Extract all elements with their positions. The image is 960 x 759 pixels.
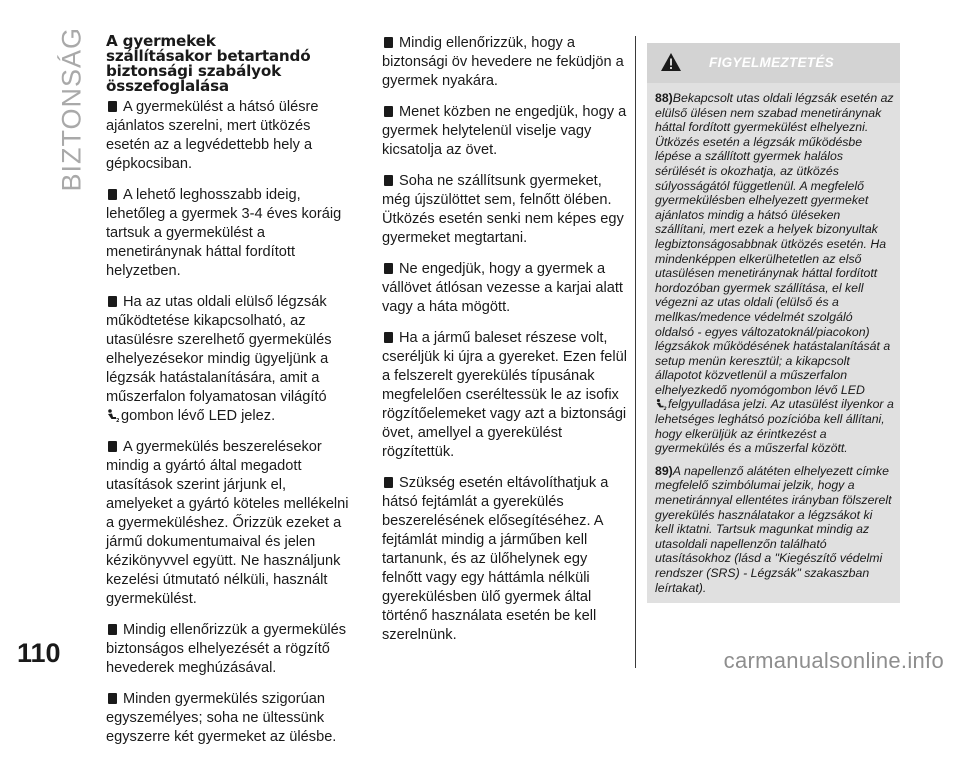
svg-text:2: 2 <box>116 418 120 422</box>
paragraph: Soha ne szállítsunk gyermeket, még újszülöttet sem, felnőtt ölében. Ütközés esetén senki nem képes egy gyermeket megtartani. <box>382 173 624 246</box>
airbag-off-icon <box>106 408 120 422</box>
paragraph: Mindig ellenőrizzük a gyermekülés biztonságos elhelyezését a rögzítő hevederek meghúzásával. <box>106 622 347 676</box>
warning-box <box>647 43 900 603</box>
bullet-icon <box>108 441 117 452</box>
bullet-icon <box>384 332 393 343</box>
paragraph: Ne engedjük, hogy a gyermek a vállövet átlósan vezesse a karjai alatt vagy a háta mögött. <box>382 261 623 315</box>
bullet-icon <box>384 477 393 488</box>
section-label: BIZTONSÁG <box>56 26 87 192</box>
watermark: carmanualsonline.info <box>723 648 944 673</box>
paragraph: A gyermekülést a hátsó ülésre ajánlatos szerelni, mert ütközés esetén az a legvédettebb hely a gépkocsiban. <box>106 99 319 172</box>
warning-note-89: 89)A napellenző alátéten elhelyezett címke megfelelő szimbólumai jelzik, hogy a menetiránnyal ellentétes irányban fölszerelt gyerekülés használatakor a légzsákot ki kell iktatni. Tartsuk magunkat mindig az utasoldali napellenzőn található utasításokhoz (lásd a "Kiegészítő védelmi rendszer (SRS) - Légzsák" szakaszban leírtakat). <box>655 463 892 595</box>
bullet-icon <box>108 296 117 307</box>
warning-title: FIGYELMEZTETÉS <box>709 55 834 70</box>
svg-text:2: 2 <box>663 407 667 411</box>
paragraph: Mindig ellenőrizzük, hogy a biztonsági öv hevedere ne feküdjön a gyermek nyakára. <box>382 35 624 89</box>
warning-note-88: 88)Bekapcsolt utas oldali légzsák esetén az elülső ülésen nem szabad menetiránynak háttal fordított gyermekülést elhelyezni. Ütközés esetén a légzsák működésbe lépése a szállított gyermek halálos sérülését is okozhatja, az ütközés súlyosságától függetlenül. A megfelelő gyermekülésben elhelyezett gyermeket ajánlatos mindig a hátsó üléseken szállítani, mert ezek a helyek bizonyultak legbiztonságosabbnak ütközés esetén. Ha mindenképpen elkerülhetetlen az első utasülésen menetiránynak háttal fordított hordozóban gyermek szállítása, el kell végezni az utas oldali (elülső és a mellkas/medence védelmét szolgáló oldalsó - egyes változatoknál/piacokon) légzsákok működésének hatástalanítását a setup menün keresztül; a kikapcsolt állapotot közvetlenül a műszerfalon elhelyezkedő nyomógombon lévő LED 2 felgyulladása jelzi. Az utasülést ilyenkor a lehetséges leghátsó pozícióba kell állítani, hogy elkerüljük az érintkezést a gyermekülés és a műszerfal között. <box>655 91 894 456</box>
paragraph: A lehető leghosszabb ideig, lehetőleg a gyermek 3-4 éves koráig tartsuk a gyermekülést a menetiránynak háttal fordított helyzetben. <box>106 187 342 279</box>
page-number: 110 <box>17 638 61 668</box>
paragraph: Ha az utas oldali elülső légzsák működtetése kikapcsolható, az utasülésre szerelhető gyermekülés elhelyezésekor mindig ügyeljünk a légzsák hatástalanítására, amit a műszerfalon folyamatosan világító 2 gombon lévő LED jelez. <box>106 294 332 424</box>
bullet-icon <box>108 693 117 704</box>
paragraph: A gyermekülés beszerelésekor mindig a gyártó által megadott utasítások szerint járjunk el, amelyeket a gyártó köteles mellékelni a gyermeküléshez. Őrizzük ezeket a jármű dokumentumaival és jelen kézikönyvvel együtt. Ne használjunk kezelési útmutató nélküli, használt gyermekülést. <box>106 439 349 607</box>
bullet-icon <box>108 624 117 635</box>
paragraph: Szükség esetén eltávolíthatjuk a hátsó fejtámlát a gyerekülés beszerelésének elősegítéséhez. A fejtámlát mindig a járműben kell tartanunk, és az ülőhelynek egy felnőtt vagy egy háttámla nélküli gyerekülésben ülő gyermek által történő használata esetén be kell szerelnünk. <box>382 475 609 643</box>
bullet-icon <box>384 263 393 274</box>
paragraph: Ha a jármű baleset részese volt, cseréljük ki újra a gyereket. Ezen felül a felszerelt gyerekülés típusának megfelelően cseréltessük le az isofix rögzítőelemeket vagy azt a biztonsági övet, amellyel a gyerekülést rögzítettük. <box>382 330 627 460</box>
paragraph: Menet közben ne engedjük, hogy a gyermek helytelenül viselje vagy kicsatolja az övet. <box>382 104 627 158</box>
paragraph: Minden gyermekülés szigorúan egyszemélyes; soha ne ültessünk egyszerre két gyermeket az ülésbe. <box>106 691 337 745</box>
warning-header <box>647 43 900 83</box>
warning-body <box>647 83 900 595</box>
bullet-icon <box>384 106 393 117</box>
column-divider <box>635 36 636 668</box>
warning-triangle-icon <box>660 52 682 72</box>
bullet-icon <box>384 37 393 48</box>
section-heading: A gyermekek szállításakor betartandó biztonsági szabályok összefoglalása <box>106 32 311 95</box>
column-left <box>106 34 354 759</box>
bullet-icon <box>384 175 393 186</box>
bullet-icon <box>108 189 117 200</box>
airbag-off-icon <box>655 398 667 410</box>
column-middle <box>382 34 628 657</box>
bullet-icon <box>108 101 117 112</box>
